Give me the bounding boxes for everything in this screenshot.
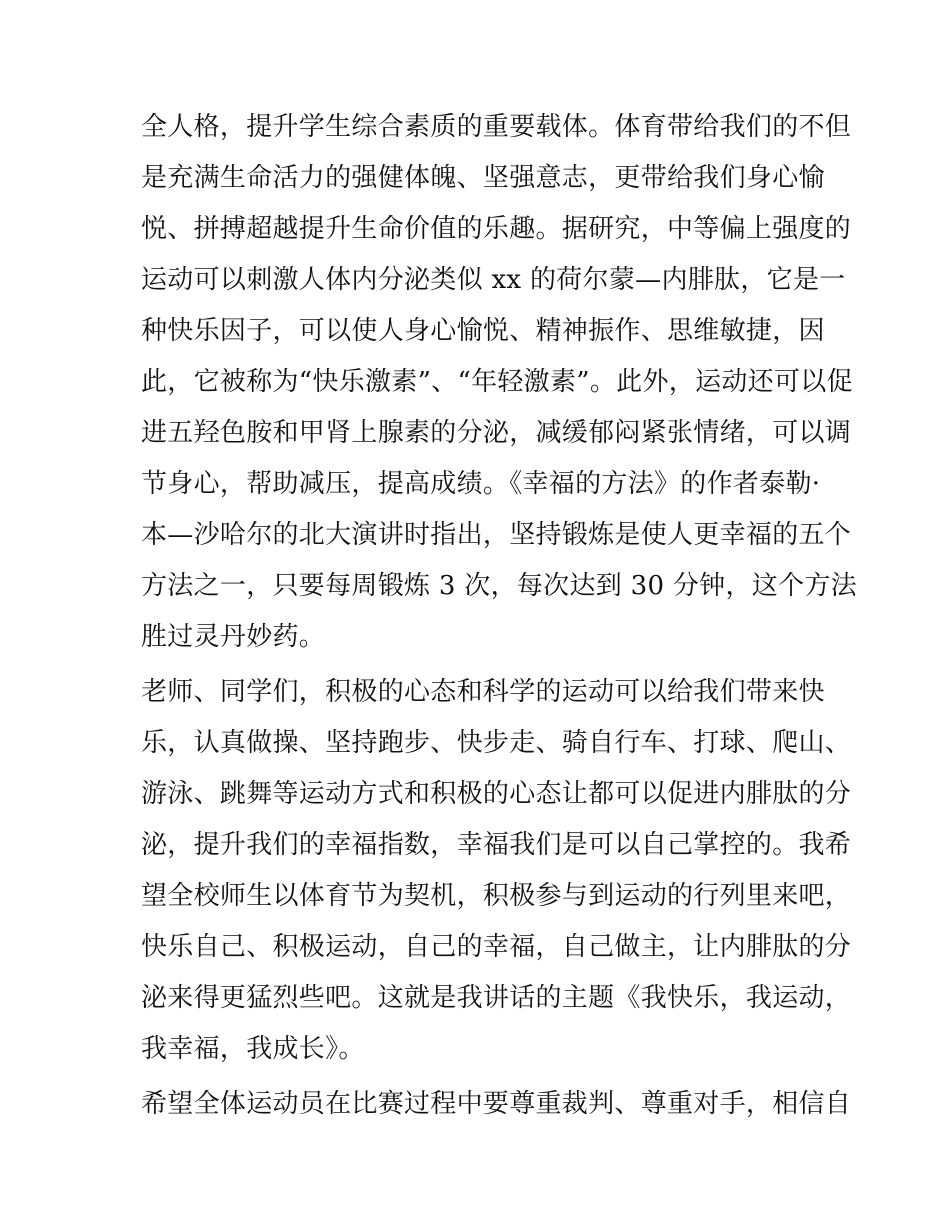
text-line: 乐，认真做操、坚持跑步、快步走、骑自行车、打球、爬山、 <box>141 728 852 758</box>
text-line: 节身心，帮助减压，提高成绩。《幸福的方法》的作者泰勒· <box>141 469 821 499</box>
paragraph-1 <box>141 102 857 663</box>
text-line: 本—沙哈尔的北大演讲时指出，坚持锻炼是使人更幸福的五个 <box>141 520 852 550</box>
text-line: 泌来得更猛烈些吧。这就是我讲话的主题《我快乐，我运动， <box>141 983 852 1013</box>
text-line: 老师、同学们，积极的心态和科学的运动可以给我们带来快 <box>141 677 825 707</box>
text-line: 泌，提升我们的幸福指数，幸福我们是可以自己掌控的。我希 <box>141 830 852 860</box>
text-line: 全人格，提升学生综合素质的重要载体。体育带给我们的不但 <box>141 112 852 142</box>
text-line: 种快乐因子，可以使人身心愉悦、精神振作、思维敏捷，因 <box>141 316 825 346</box>
body-text <box>141 102 857 1130</box>
text-line: 快乐自己、积极运动，自己的幸福，自己做主，让内腓肽的分 <box>141 932 852 962</box>
text-line: 悦、拼搏超越提升生命价值的乐趣。据研究，中等偏上强度的 <box>141 214 852 244</box>
paragraph-3 <box>141 1079 852 1130</box>
text-line: 我幸福，我成长》。 <box>141 1034 365 1064</box>
text-line: 希望全体运动员在比赛过程中要尊重裁判、尊重对手，相信自 <box>141 1089 852 1119</box>
text-line: 胜过灵丹妙药。 <box>141 622 326 652</box>
text-line: 是充满生命活力的强健体魄、坚强意志，更带给我们身心愉 <box>141 163 825 193</box>
paragraph-2 <box>141 667 852 1075</box>
text-line: 望全校师生以体育节为契机，积极参与到运动的行列里来吧， <box>141 881 852 911</box>
text-line: 进五羟色胺和甲肾上腺素的分泌，减缓郁闷紧张情绪，可以调 <box>141 418 852 448</box>
text-line: 方法之一，只要每周锻炼 3 次，每次达到 30 分钟，这个方法 <box>141 571 857 601</box>
text-line: 此，它被称为“快乐激素”、“年轻激素”。此外，运动还可以促 <box>141 367 853 397</box>
text-line: 游泳、跳舞等运动方式和积极的心态让都可以促进内腓肽的分 <box>141 779 852 809</box>
text-line: 运动可以刺激人体内分泌类似 xx 的荷尔蒙—内腓肽，它是一 <box>141 265 846 295</box>
